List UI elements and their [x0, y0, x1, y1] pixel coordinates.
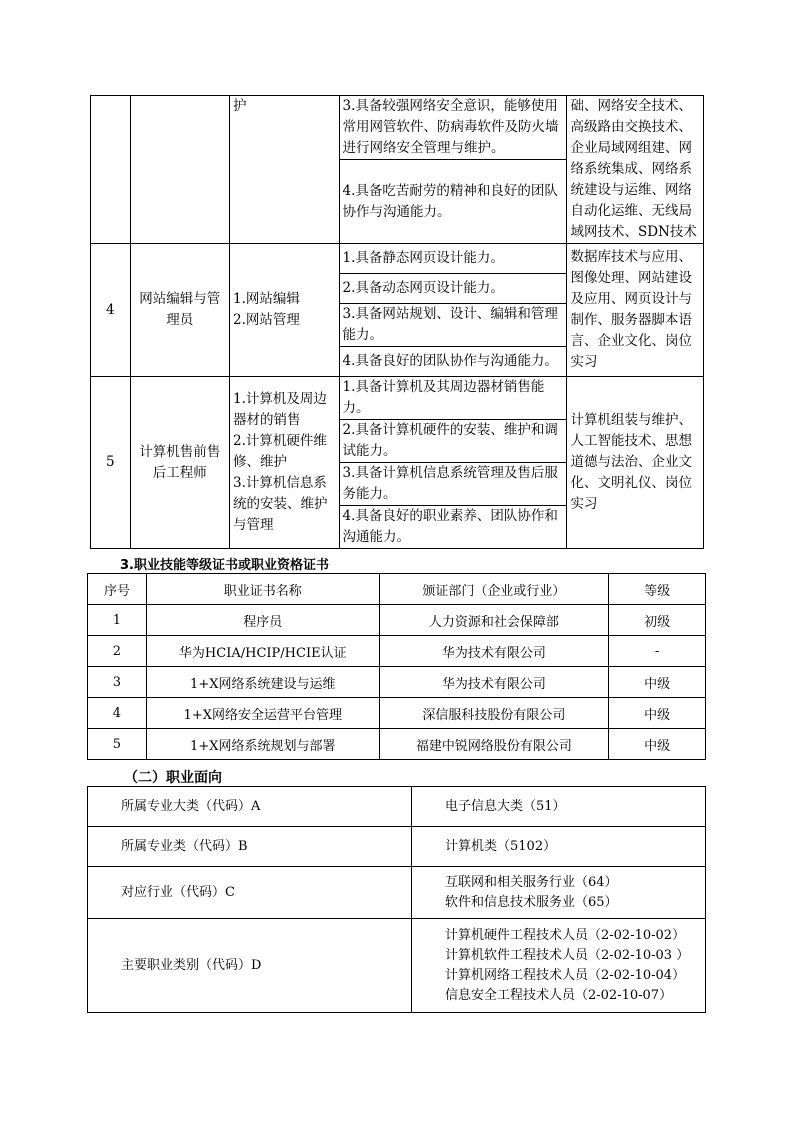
value-line: 互联网和相关服务行业（64）	[445, 874, 618, 890]
table-cell: 中级	[609, 698, 706, 729]
task-cell	[230, 96, 339, 244]
ability-cell: 4.具备良好的团队协作与沟通能力。	[339, 347, 567, 377]
value-cell	[412, 827, 706, 867]
cert-section-heading: 3.职业技能等级证书或职业资格证书	[120, 558, 329, 573]
header-cell: 序号	[88, 574, 147, 605]
table-cell: 3	[88, 667, 147, 698]
header-cell: 职业证书名称	[146, 574, 379, 605]
table-cell: 华为HCIA/HCIP/HCIE认证	[146, 636, 379, 667]
key-cell: 主要职业类别（代码）D	[88, 919, 412, 1013]
table-cell: 程序员	[146, 605, 379, 636]
table-row	[88, 667, 706, 698]
ability-cell: 1.具备计算机及其周边器材销售能力。	[339, 377, 567, 420]
table-cell: 4	[88, 698, 147, 729]
key-cell: 所属专业类（代码）B	[88, 827, 412, 867]
table-cell: 华为技术有限公司	[379, 667, 609, 698]
certificate-table	[87, 573, 706, 760]
task-item: 1.网站编辑	[233, 291, 300, 307]
course-cell: 计算机组装与维护、人工智能技术、思想道德与法治、企业文化、文明礼仪、岗位实习	[567, 377, 704, 549]
table-cell: 福建中锐网络股份有限公司	[379, 729, 609, 760]
table-cell: 深信服科技股份有限公司	[379, 698, 609, 729]
ability-cell: 4.具备良好的职业素养、团队协作和沟通能力。	[339, 506, 567, 549]
table-cell: 华为技术有限公司	[379, 636, 609, 667]
value-cell	[412, 787, 706, 827]
task-cell	[230, 244, 339, 377]
ability-cell: 1.具备静态网页设计能力。	[339, 244, 567, 274]
job-cell: 计算机售前售后工程师	[130, 377, 229, 549]
ability-cell: 3.具备计算机信息系统管理及售后服务能力。	[339, 463, 567, 506]
task-text: 护	[233, 98, 247, 114]
value-line: 计算机类（5102）	[445, 838, 557, 854]
table-header-row	[88, 574, 706, 605]
value-line: 计算机软件工程技术人员（2-02-10-03 ）	[445, 947, 690, 963]
table-cell: 1	[88, 605, 147, 636]
value-line: 软件和信息技术服务业（65）	[445, 894, 618, 910]
ability-cell: 2.具备计算机硬件的安装、维护和调试能力。	[339, 420, 567, 463]
table-row	[88, 787, 706, 827]
table-cell: 1+X网络系统规划与部署	[146, 729, 379, 760]
table-cell: 中级	[609, 729, 706, 760]
task-item: 3.计算机信息系统的安装、维护与管理	[233, 475, 328, 533]
value-cell	[412, 867, 706, 919]
key-cell: 对应行业（代码）C	[88, 867, 412, 919]
table-cell: 5	[88, 729, 147, 760]
task-cell	[230, 377, 339, 549]
course-cell: 础、网络安全技术、高级路由交换技术、企业局域网组建、网络系统集成、网络系统建设与运维、网络自动化运维、无线局域网技术、SDN技术	[567, 96, 704, 244]
table-cell: 1+X网络安全运营平台管理	[146, 698, 379, 729]
job-ability-table	[90, 95, 704, 549]
ability-cell: 2.具备动态网页设计能力。	[339, 274, 567, 304]
table-row	[88, 919, 706, 1013]
career-section-heading: （二）职业面向	[124, 770, 222, 786]
header-cell: 颁证部门（企业或行业）	[379, 574, 609, 605]
table-cell: 2	[88, 636, 147, 667]
table-row	[88, 867, 706, 919]
table-row	[88, 698, 706, 729]
table-row	[88, 605, 706, 636]
ability-cell: 4.具备吃苦耐劳的精神和良好的团队协作与沟通能力。	[339, 160, 567, 244]
table-cell: 1+X网络系统建设与运维	[146, 667, 379, 698]
value-line: 信息安全工程技术人员（2-02-10-07）	[445, 987, 673, 1003]
table-row	[88, 827, 706, 867]
task-item: 2.计算机硬件维修、维护	[233, 433, 327, 470]
header-cell: 等级	[609, 574, 706, 605]
row-no-cell	[91, 96, 131, 244]
value-line: 计算机网络工程技术人员（2-02-10-04）	[445, 967, 686, 983]
row-no-cell: 4	[91, 244, 131, 377]
ability-cell: 3.具备网站规划、设计、编辑和管理能力。	[339, 304, 567, 347]
course-cell: 数据库技术与应用、图像处理、网站建设及应用、网页设计与制作、服务器脚本语言、企业文化、岗位实习	[567, 244, 704, 377]
table-cell: -	[609, 636, 706, 667]
table-cell: 初级	[609, 605, 706, 636]
table-cell: 中级	[609, 667, 706, 698]
value-cell	[412, 919, 706, 1013]
value-line: 电子信息大类（51）	[445, 798, 566, 814]
task-item: 2.网站管理	[233, 312, 300, 328]
career-table	[87, 786, 706, 1013]
job-cell	[130, 96, 229, 244]
row-no-cell: 5	[91, 377, 131, 549]
table-row	[88, 729, 706, 760]
table-cell: 人力资源和社会保障部	[379, 605, 609, 636]
value-line: 计算机硬件工程技术人员（2-02-10-02）	[445, 927, 686, 943]
table-row	[88, 636, 706, 667]
key-cell: 所属专业大类（代码）A	[88, 787, 412, 827]
ability-cell: 3.具备较强网络安全意识，能够使用常用网管软件、防病毒软件及防火墙进行网络安全管理与维护。	[339, 96, 567, 160]
task-item: 1.计算机及周边器材的销售	[233, 391, 327, 428]
job-cell: 网站编辑与管理员	[130, 244, 229, 377]
